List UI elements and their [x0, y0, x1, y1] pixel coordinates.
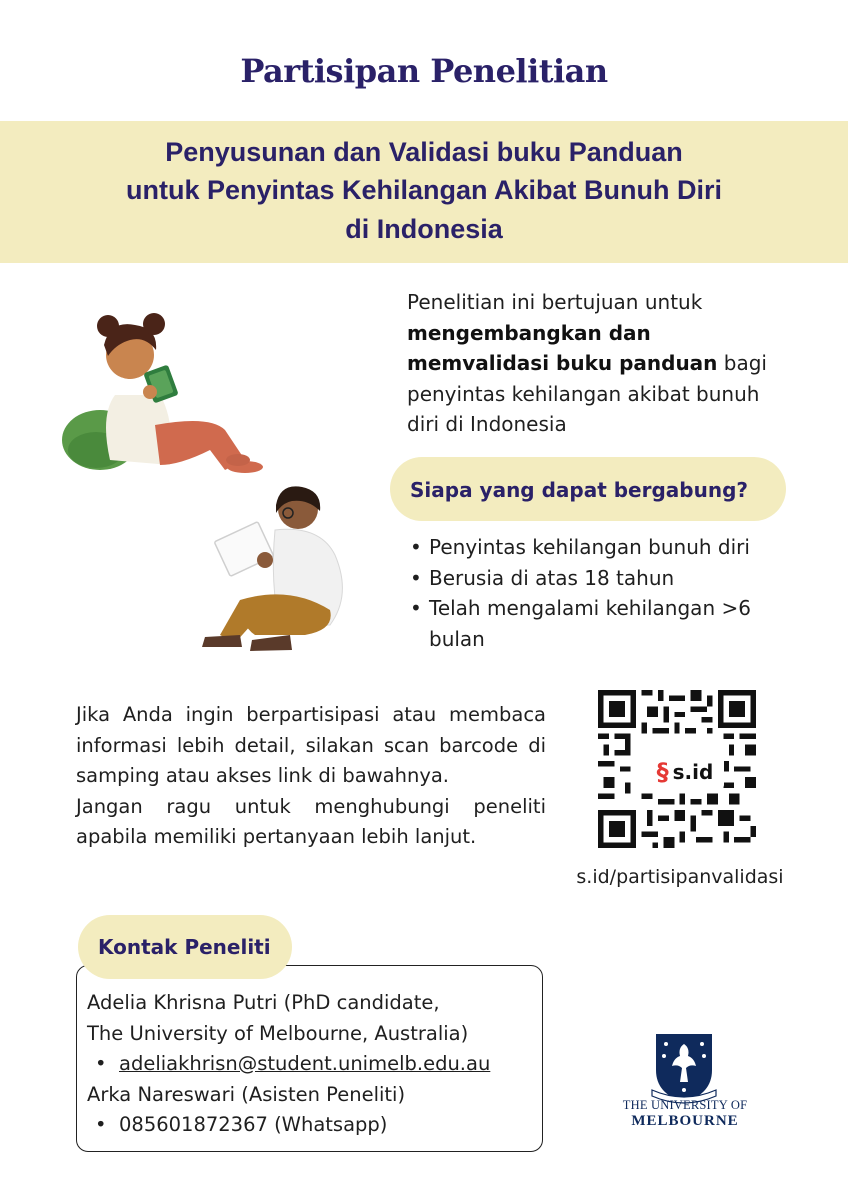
- banner-line-1: Penyusunan dan Validasi buku Panduan: [165, 137, 683, 167]
- intro-bold-2: memvalidasi buku panduan: [407, 351, 718, 375]
- intro-line-1: Penelitian ini bertujuan untuk: [407, 290, 703, 314]
- intro-line-4: penyintas kehilangan akibat bunuh: [407, 381, 760, 406]
- info-section: [76, 700, 546, 853]
- intro-line-5: diri di Indonesia: [407, 412, 567, 436]
- info-paragraph-1: Jika Anda ingin berpartisipasi atau membaca informasi lebih detail, silakan scan barcode di samping atau akses link di bawahnya.: [76, 703, 546, 787]
- banner-line-3: di Indonesia: [345, 214, 503, 244]
- eligibility-item: • Berusia di atas 18 tahun: [410, 563, 810, 594]
- eligibility-list: [410, 532, 810, 654]
- page-title: Partisipan Penelitian: [240, 52, 608, 90]
- boy-reading-illustration: [180, 485, 360, 665]
- info-paragraph-2: Jangan ragu untuk menghubungi peneliti apabila memiliki pertanyaan lebih lanjut.: [76, 794, 546, 848]
- intro-bold-1: mengembangkan dan: [407, 320, 651, 345]
- contact-email-link[interactable]: adeliakhrisn@student.unimelb.edu.au: [119, 1052, 491, 1075]
- bullet: •: [95, 1052, 107, 1075]
- contact-line-1: Adelia Khrisna Putri (PhD candidate,: [87, 991, 440, 1014]
- sid-logo-text: s.id: [672, 760, 714, 784]
- eligibility-item: • Telah mengalami kehilangan >6 bulan: [410, 593, 810, 654]
- contact-phone: 085601872367 (Whatsapp): [119, 1113, 388, 1136]
- bullet: •: [95, 1113, 107, 1136]
- banner-line-2: untuk Penyintas Kehilangan Akibat Bunuh Diri: [125, 175, 723, 205]
- intro-line-3-tail: bagi: [717, 351, 767, 375]
- title-banner: [0, 121, 848, 263]
- qr-link[interactable]: s.id/partisipanvalidasi: [576, 866, 784, 888]
- sid-logo: [646, 755, 724, 789]
- girl-reading-illustration: [60, 300, 275, 485]
- intro-paragraph: [407, 287, 807, 440]
- university-crest-icon: [650, 1030, 718, 1104]
- contact-heading: Kontak Peneliti: [78, 915, 292, 979]
- university-name-line-1: THE UNIVERSITY OF: [622, 1098, 748, 1112]
- eligibility-heading: Siapa yang dapat bergabung?: [390, 457, 786, 521]
- contact-box: [76, 965, 543, 1152]
- contact-line-4: Arka Nareswari (Asisten Peneliti): [87, 1082, 406, 1106]
- eligibility-item: • Penyintas kehilangan bunuh diri: [410, 532, 810, 563]
- contact-line-2: The University of Melbourne, Australia): [87, 1021, 469, 1045]
- sid-logo-icon: §: [656, 758, 669, 786]
- university-name-line-2: MELBOURNE: [631, 1113, 739, 1129]
